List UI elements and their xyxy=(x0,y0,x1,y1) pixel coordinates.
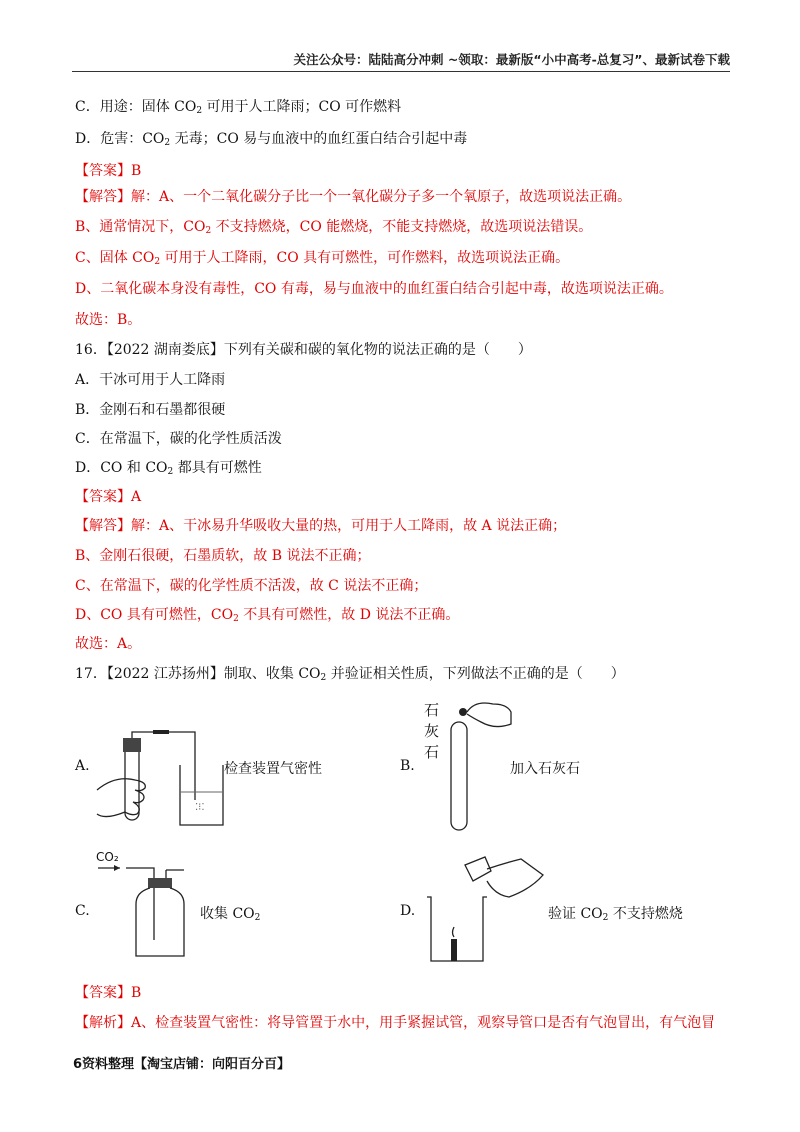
limestone-test-tube-figure xyxy=(445,698,515,833)
page-header: 关注公众号：陆陆高分冲刺 ~领取：最新版“小中高考-总复习”、最新试卷下载 xyxy=(293,52,730,67)
candle-beaker-figure xyxy=(425,855,555,965)
q16-analysis-c: C、在常温下，碳的化学性质不活泼，故 C 说法不正确； xyxy=(75,578,428,594)
q17-option-d-text: 验证 $CO_2$ 不支持燃烧 xyxy=(548,906,683,923)
page-number: 6 xyxy=(73,1057,83,1072)
q17-analysis-start: 【解析】A、检查装置气密性：将导管置于水中，用手紧握试管，观察导管口是否有气泡冒出，有气泡冒 xyxy=(75,1015,716,1031)
co2-inlet-label: CO₂ xyxy=(96,850,119,864)
q15-option-c: C．用途：固体 $CO_2$ 可用于人工降雨；CO 可作燃料 xyxy=(75,99,402,116)
q15-analysis-d: D、二氧化碳本身没有毒性，CO 有毒，易与血液中的血红蛋白结合引起中毒，故选项说法正确。 xyxy=(75,281,673,297)
q15-option-d: D．危害：$CO_2$ 无毒；CO 易与血液中的血红蛋白结合引起中毒 xyxy=(75,131,468,148)
q17-option-b-letter: B. xyxy=(400,758,415,774)
q17-option-d-letter: D. xyxy=(400,903,416,919)
q16-option-c: C．在常温下，碳的化学性质活泼 xyxy=(75,431,282,447)
q16-answer: 【答案】A xyxy=(75,489,142,505)
gas-collection-bottle-figure xyxy=(96,860,196,960)
q16-analysis-a: 【解答】解：A、干冰易升华吸收大量的热，可用于人工降雨，故 A 说法正确； xyxy=(75,518,567,534)
q16-option-a: A．干冰可用于人工降雨 xyxy=(75,372,226,388)
q17-option-b-text: 加入石灰石 xyxy=(510,761,580,777)
q15-conclusion: 故选：B。 xyxy=(75,312,142,328)
airtightness-apparatus-figure xyxy=(95,730,235,830)
q15-analysis-c: C、固体 $CO_2$ 可用于人工降雨，CO 具有可燃性，可作燃料，故选项说法正确。 xyxy=(75,250,570,267)
q17-answer: 【答案】B xyxy=(75,985,142,1001)
limestone-figure-label: 石 灰 石 xyxy=(424,701,440,761)
q17-option-a-letter: A. xyxy=(75,758,90,774)
q16-option-d: D．CO 和 $CO_2$ 都具有可燃性 xyxy=(75,460,262,477)
q17-option-a-text: 检查装置气密性 xyxy=(224,761,322,777)
q17-option-c-text: 收集 $CO_2$ xyxy=(200,906,261,923)
q16-analysis-b: B、金刚石很硬，石墨质软，故 B 说法不正确； xyxy=(75,548,371,564)
page-footer: 6资料整理【淘宝店铺：向阳百分百】 xyxy=(73,1057,291,1072)
q15-analysis-b: B、通常情况下，$CO_2$ 不支持燃烧，CO 能燃烧，不能支持燃烧，故选项说法错误。 xyxy=(75,219,593,236)
q15-answer: 【答案】B xyxy=(75,163,142,179)
q16-option-b: B．金刚石和石墨都很硬 xyxy=(75,402,226,418)
q15-analysis-a: 【解答】解：A、一个二氧化碳分子比一个一氧化碳分子多一个氧原子，故选项说法正确。 xyxy=(75,189,632,205)
header-rule xyxy=(72,71,730,72)
q16-analysis-d: D、CO 具有可燃性，$CO_2$ 不具有可燃性，故 D 说法不正确。 xyxy=(75,607,460,624)
q17-option-c-letter: C. xyxy=(75,903,90,919)
q16-stem: 16．【2022 湖南娄底】下列有关碳和碳的氧化物的说法正确的是（ ） xyxy=(75,342,532,358)
q17-stem: 17．【2022 江苏扬州】制取、收集 $CO_2$ 并验证相关性质，下列做法不正确的是（ ） xyxy=(75,666,625,683)
q16-conclusion: 故选：A。 xyxy=(75,636,142,652)
svg-text:⁚⁝⁚: ⁚⁝⁚ xyxy=(195,802,205,813)
